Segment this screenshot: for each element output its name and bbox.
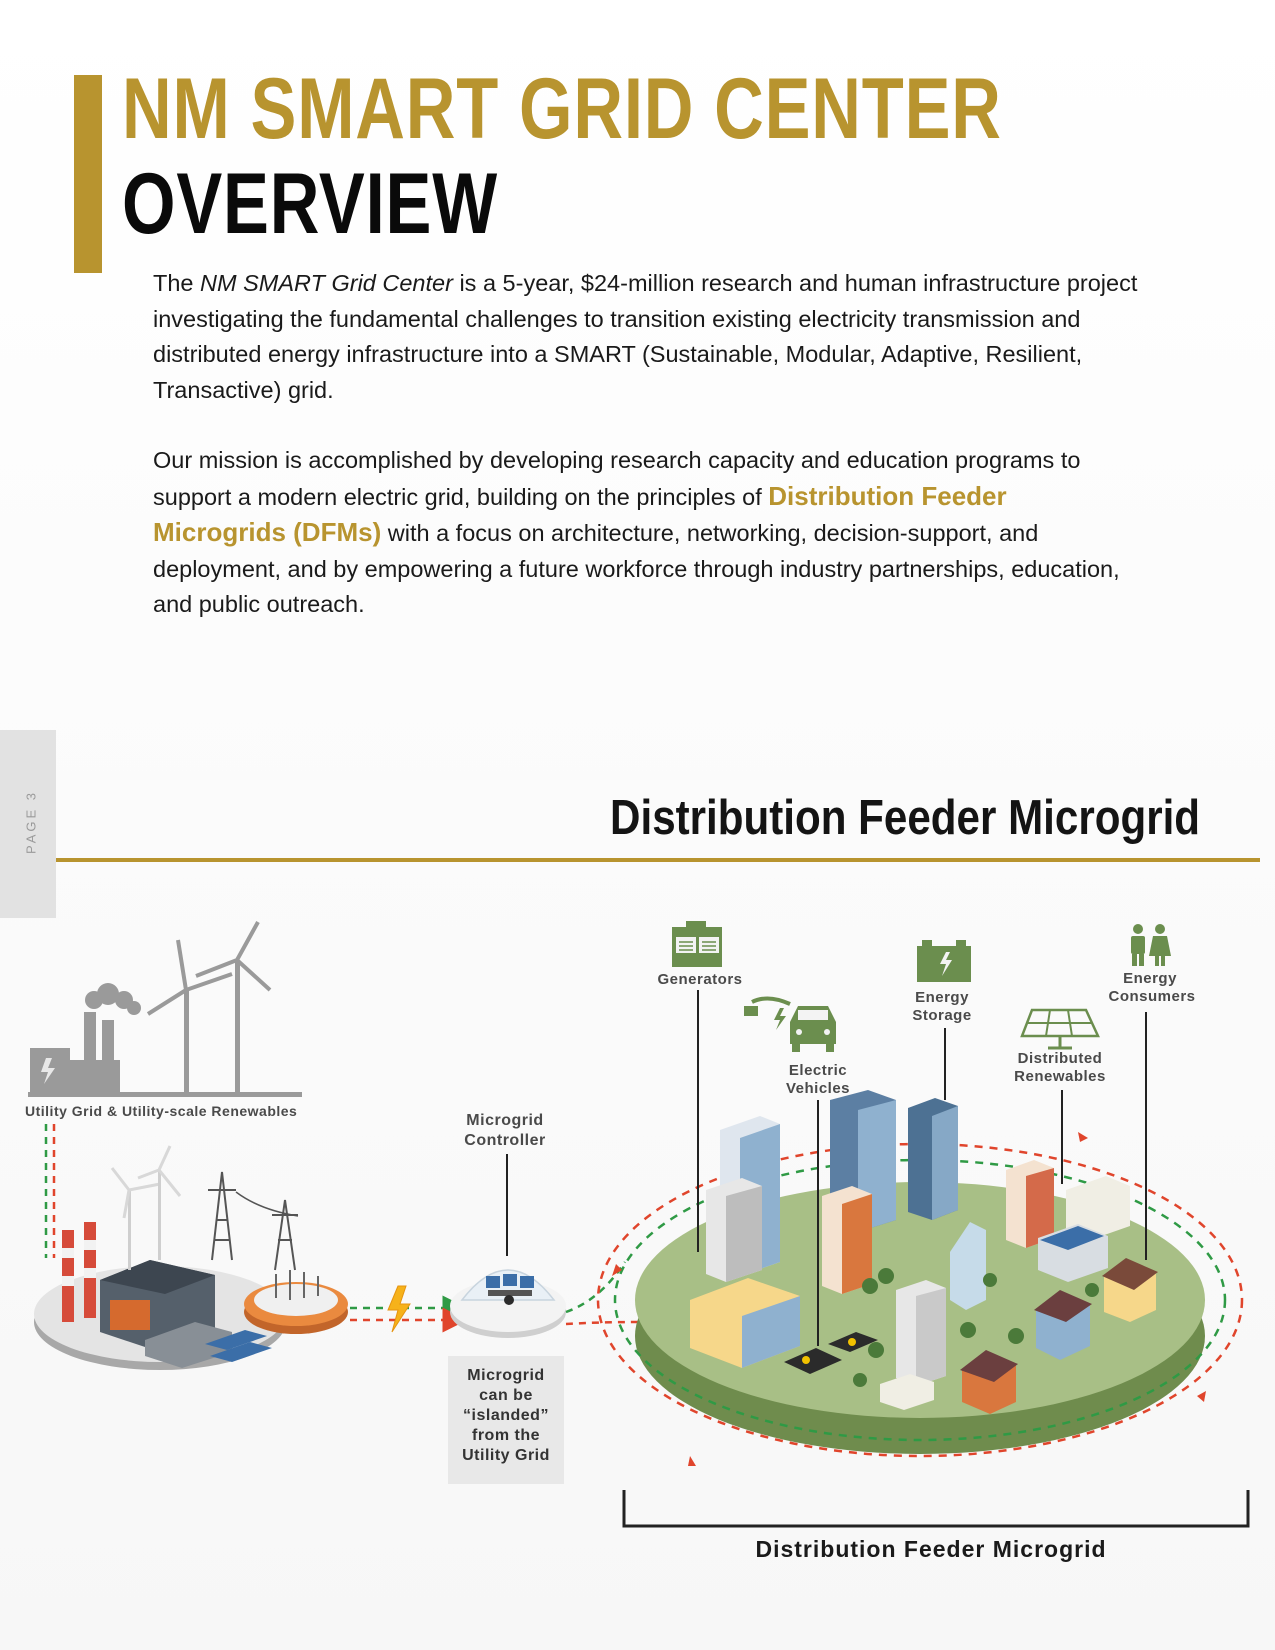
page-number-label: PAGE 3: [23, 789, 39, 855]
intro-paragraph-1: The NM SMART Grid Center is a 5-year, $24-million research and human infrastructure project investigating the fundamental challenges to transition existing electricity transmission and distributed energy infrastructure into a SMART (Sustainable, Modular, Adaptive, Resilient, Transactive) grid.: [153, 270, 1138, 403]
page-title: NM SMART GRID CENTER: [122, 61, 1002, 157]
microgrid-bracket: [624, 1490, 1248, 1526]
utility-grid-label: Utility Grid & Utility-scale Renewables: [25, 1103, 298, 1119]
renewables-label-2: Renewables: [1014, 1068, 1106, 1085]
consumers-label-1: Energy: [1123, 970, 1177, 987]
title-accent-bar: [74, 75, 102, 273]
consumers-label-2: Consumers: [1108, 988, 1196, 1005]
lightning-icon: [388, 1286, 410, 1332]
energy-consumers-icon: [1131, 924, 1171, 966]
intro-paragraph-2: Our mission is accomplished by developing research capacity and education programs to support a modern electric grid, building on the principles of Distribution Feeder Microgrids (DFMs) with a focus on architecture, networking, decision-support, and deployment, and by empowering a future workforce through industry partnerships, education, and public outreach.: [153, 447, 1120, 617]
substation-icon: [244, 1270, 348, 1334]
islanded-note: Microgrid can be “islanded” from the Utility Grid: [462, 1367, 550, 1464]
generators-icon: [672, 921, 722, 967]
power-plant-illustration: [34, 1146, 298, 1370]
energy-storage-icon: [917, 940, 971, 982]
utility-grid-icon: [28, 922, 302, 1097]
solar-panel-icon: [1022, 1010, 1098, 1048]
ev-label-2: Vehicles: [785, 1080, 851, 1097]
center-name: NM SMART Grid Center: [200, 270, 453, 296]
controller-label-2: Controller: [464, 1132, 546, 1149]
storage-label-1: Energy: [915, 989, 969, 1006]
microgrid-controller-icon: [450, 1270, 566, 1338]
storage-label-2: Storage: [912, 1007, 972, 1024]
section-divider: [56, 858, 1260, 862]
ev-label-1: Electric: [788, 1062, 848, 1079]
diagram-section-title: Distribution Feeder Microgrid: [609, 791, 1200, 845]
diagram-caption: Distribution Feeder Microgrid: [755, 1536, 1107, 1562]
electric-vehicles-icon: [744, 998, 836, 1052]
page-subtitle: OVERVIEW: [122, 156, 498, 252]
controller-label-1: Microgrid: [466, 1112, 544, 1129]
generators-label: Generators: [657, 971, 743, 988]
renewables-label-1: Distributed: [1017, 1050, 1103, 1067]
microgrid-diagram: [0, 880, 1275, 1580]
dfm-highlight: Distribution Feeder Microgrids (DFMs): [153, 480, 1007, 547]
